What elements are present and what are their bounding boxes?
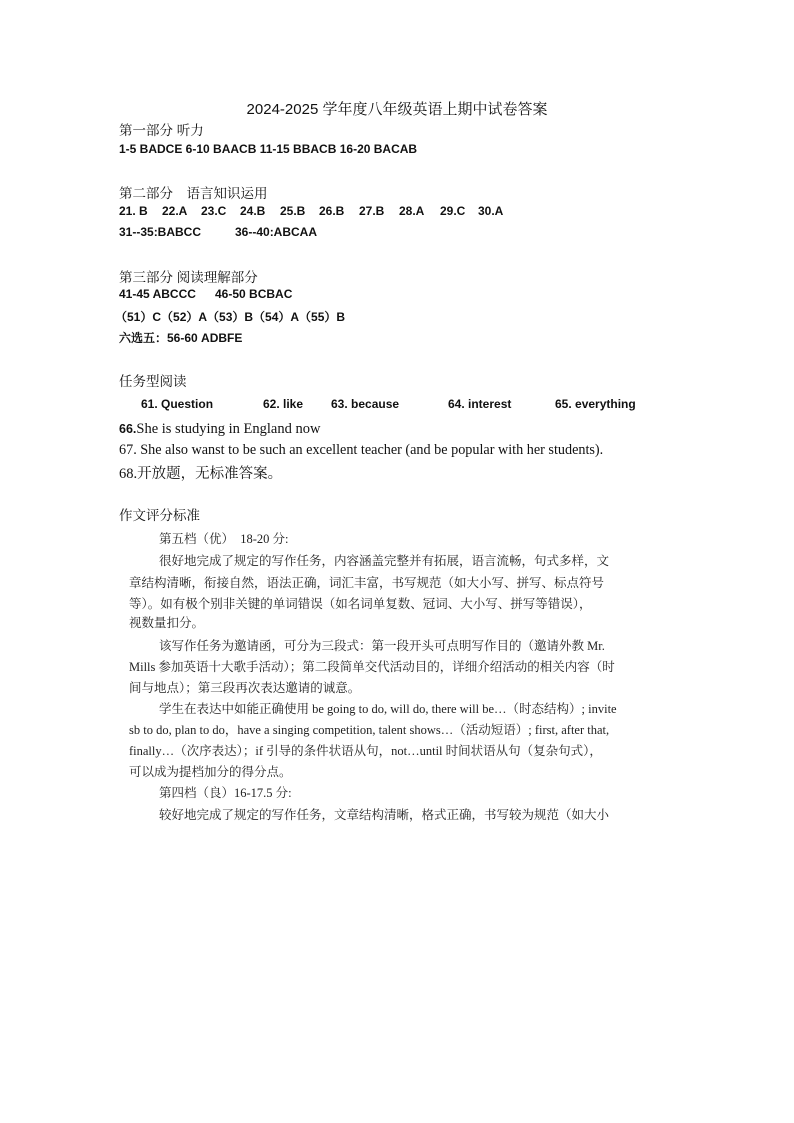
answer-61: 61. Question	[141, 397, 214, 411]
essay-line: 章结构清晰，衔接自然，语法正确，词汇丰富，书写规范（如大小写、拼写、标点符号	[129, 576, 605, 590]
part3-row3: 六选五：56-60 ADBFE	[119, 331, 243, 345]
part2-row2	[119, 225, 317, 239]
task-heading: 任务型阅读	[119, 374, 187, 389]
task-answers	[141, 397, 636, 411]
part2-heading: 第二部分 语言知识运用	[119, 186, 268, 201]
answer-67: 67. She also wanst to be such an excellent teacher (and be popular with her students).	[119, 442, 604, 458]
essay-line: sb to do, plan to do，have a singing competition, talent shows…（活动短语）; first, after that,	[129, 723, 610, 737]
essay-line: 间与地点）；第三段再次表达邀请的诚意。	[129, 681, 361, 695]
essay-line: 等）。如有极个别非关键的单词错误（如名词单复数、冠词、大小写、拼写等错误），	[129, 597, 592, 611]
answer-21: 21. B	[119, 204, 148, 218]
answer-26: 26.B	[319, 204, 345, 218]
answer-66	[119, 421, 320, 438]
essay-line: 很好地完成了规定的写作任务，内容涵盖完整并有拓展，语言流畅，句式多样，文	[159, 554, 610, 568]
answer-29: 29.C	[440, 204, 466, 218]
essay-line: 第五档（优） 18-20 分:	[159, 532, 289, 546]
essay-line: 该写作任务为邀请函，可分为三段式：第一段开头可点明写作目的（邀请外教 Mr.	[159, 639, 605, 653]
answer-66-text: She is studying in England now	[136, 421, 321, 437]
answer-64: 64. interest	[448, 397, 512, 411]
answer-62: 62. like	[263, 397, 304, 411]
essay-line: Mills 参加英语十大歌手活动）；第二段简单交代活动目的，详细介绍活动的相关内容（时	[129, 660, 615, 674]
essay-line: finally…（次序表达）；if 引导的条件状语从句，not…until 时间状语从句（复杂句式），	[129, 744, 602, 758]
answer-24: 24.B	[240, 204, 266, 218]
answers-36-40: 36--40:ABCAA	[235, 225, 318, 239]
answers-46-50: 46-50 BCBAC	[215, 287, 293, 301]
answer-68: 68.开放题，无标准答案。	[119, 466, 283, 482]
answer-28: 28.A	[399, 204, 425, 218]
answers-31-35: 31--35:BABCC	[119, 225, 202, 239]
page-title: 2024-2025 学年度八年级英语上期中试卷答案	[246, 101, 548, 118]
essay-line: 较好地完成了规定的写作任务，文章结构清晰，格式正确，书写较为规范（如大小	[159, 808, 610, 822]
essay-line: 视数量扣分。	[129, 616, 205, 630]
part2-row1	[119, 204, 503, 218]
answer-66-number: 66.	[119, 422, 137, 436]
essay-line: 可以成为提档加分的得分点。	[129, 765, 292, 779]
essay-line: 第四档（良）16-17.5 分:	[159, 786, 292, 800]
part3-row1	[119, 287, 292, 301]
part1-heading: 第一部分 听力	[119, 123, 204, 138]
part3-row2: （51）C（52）A（53）B（54）A（55）B	[115, 310, 346, 324]
answer-25: 25.B	[280, 204, 306, 218]
answer-30: 30.A	[478, 204, 504, 218]
essay-heading: 作文评分标准	[119, 508, 200, 523]
part1-answers: 1-5 BADCE 6-10 BAACB 11-15 BBACB 16-20 BACAB	[119, 142, 418, 156]
answer-63: 63. because	[331, 397, 400, 411]
answer-23: 23.C	[201, 204, 227, 218]
answer-27: 27.B	[359, 204, 385, 218]
essay-line: 学生在表达中如能正确使用 be going to do, will do, there will be…（时态结构）; invite	[159, 702, 617, 716]
answer-65: 65. everything	[555, 397, 636, 411]
answers-41-45: 41-45 ABCCC	[119, 287, 196, 301]
answer-22: 22.A	[162, 204, 188, 218]
part3-heading: 第三部分 阅读理解部分	[119, 270, 258, 285]
